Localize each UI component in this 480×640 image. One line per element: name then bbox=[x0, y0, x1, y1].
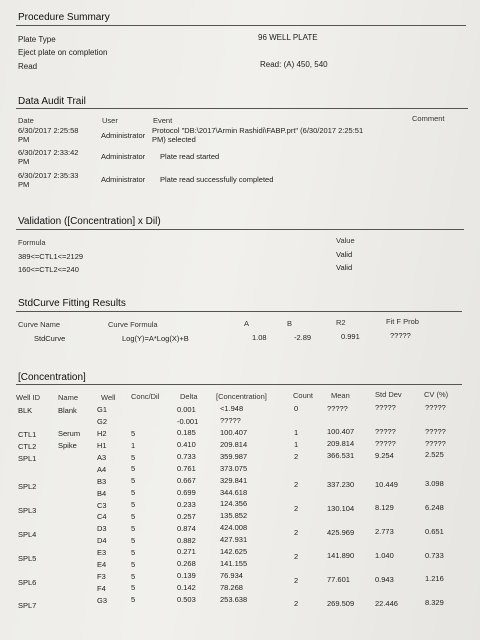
conc-cell-name: Blank bbox=[58, 405, 77, 415]
conc-cell-mean: ????? bbox=[327, 403, 348, 413]
conc-cell-well: H1 bbox=[97, 441, 107, 450]
validation-value-1: Valid bbox=[336, 250, 353, 259]
conc-cell-concentration: 424.008 bbox=[220, 523, 248, 533]
conc-header-concentration: [Concentration] bbox=[216, 392, 267, 401]
conc-cell-name: Serum bbox=[58, 429, 81, 439]
stdcurve-header-a: A bbox=[244, 319, 250, 328]
conc-cell-well: A4 bbox=[97, 464, 107, 474]
conc-header-well: Well bbox=[101, 393, 116, 402]
conc-cell-concentration: 78.268 bbox=[220, 582, 243, 592]
concentration-rule bbox=[16, 384, 462, 385]
conc-cell-name: Spike bbox=[58, 441, 77, 451]
conc-cell-conc: 5 bbox=[131, 571, 136, 581]
read-label: Read bbox=[18, 62, 38, 71]
conc-cell-well: G3 bbox=[97, 595, 108, 605]
conc-cell-conc: 5 bbox=[131, 464, 136, 474]
conc-cell-well: B3 bbox=[97, 476, 107, 486]
conc-cell-std: 8.129 bbox=[375, 503, 394, 513]
conc-cell-std: 22.446 bbox=[375, 598, 398, 608]
conc-cell-std: ????? bbox=[375, 438, 396, 448]
stdcurve-r2: 0.991 bbox=[341, 332, 360, 341]
conc-cell-concentration: <1.948 bbox=[220, 404, 244, 414]
conc-cell-std: ????? bbox=[375, 427, 396, 436]
conc-header-delta: Delta bbox=[180, 392, 198, 401]
conc-cell-conc: 5 bbox=[131, 583, 136, 593]
audit-event: Plate read successfully completed bbox=[160, 175, 274, 184]
conc-cell-mean: 141.890 bbox=[327, 551, 355, 561]
conc-cell-concentration: 142.625 bbox=[220, 547, 248, 557]
stdcurve-name: StdCurve bbox=[34, 334, 66, 343]
conc-cell-well: C4 bbox=[97, 512, 107, 522]
audit-header-user: User bbox=[102, 116, 118, 125]
conc-cell-delta: 0.268 bbox=[177, 559, 196, 569]
audit-trail-title: Data Audit Trail bbox=[18, 96, 86, 107]
conc-cell-delta: 0.257 bbox=[177, 511, 196, 521]
conc-cell-mean: 269.509 bbox=[327, 598, 355, 608]
conc-cell-count: 2 bbox=[294, 480, 299, 490]
conc-cell-well: B4 bbox=[97, 488, 107, 498]
read-value: Read: (A) 450, 540 bbox=[260, 60, 328, 69]
conc-cell-count: 2 bbox=[294, 551, 299, 561]
conc-cell-conc: 5 bbox=[131, 559, 136, 569]
conc-cell-cv: ????? bbox=[425, 438, 446, 448]
conc-cell-delta: 0.410 bbox=[177, 440, 196, 450]
procedure-summary-rule bbox=[16, 25, 466, 26]
stdcurve-fitf: ????? bbox=[390, 331, 411, 340]
conc-cell-cv: 6.248 bbox=[425, 503, 444, 513]
conc-cell-concentration: 135.852 bbox=[220, 511, 248, 521]
conc-cell-concentration: ????? bbox=[220, 416, 241, 426]
eject-label: Eject plate on completion bbox=[18, 48, 108, 57]
conc-cell-well: F4 bbox=[97, 583, 106, 593]
conc-cell-wellid: SPL3 bbox=[18, 506, 37, 516]
audit-date-pm: PM bbox=[18, 157, 30, 166]
audit-user: Administrator bbox=[101, 131, 146, 140]
audit-header-event: Event bbox=[153, 116, 173, 125]
conc-cell-wellid: SPL6 bbox=[18, 577, 37, 587]
conc-cell-conc: 5 bbox=[131, 512, 136, 522]
audit-event: Protocol "DB:\2017\Armin Rashidi\FABP.prt" (6/30/2017 2:25:51 bbox=[152, 126, 364, 135]
conc-cell-delta: 0.733 bbox=[177, 452, 196, 462]
conc-cell-mean: 100.407 bbox=[327, 427, 355, 437]
stdcurve-header-r2: R2 bbox=[336, 318, 346, 327]
conc-cell-mean: 209.814 bbox=[327, 439, 355, 449]
conc-cell-wellid: SPL5 bbox=[18, 553, 37, 563]
audit-user: Administrator bbox=[101, 175, 146, 184]
conc-cell-std: 1.040 bbox=[375, 551, 394, 560]
conc-cell-wellid: SPL7 bbox=[18, 601, 37, 611]
conc-cell-delta: 0.699 bbox=[177, 487, 196, 497]
conc-cell-std: 10.449 bbox=[375, 479, 398, 489]
conc-cell-concentration: 253.638 bbox=[220, 594, 248, 604]
audit-event-cont: PM) selected bbox=[152, 135, 196, 144]
conc-cell-well: D3 bbox=[97, 524, 107, 534]
conc-cell-delta: 0.874 bbox=[177, 523, 196, 533]
conc-cell-delta: 0.761 bbox=[177, 464, 196, 474]
conc-cell-well: D4 bbox=[97, 536, 107, 546]
conc-cell-concentration: 141.155 bbox=[220, 558, 248, 568]
conc-cell-count: 2 bbox=[294, 451, 299, 461]
audit-user: Administrator bbox=[101, 152, 146, 161]
plate-type-value: 96 WELL PLATE bbox=[258, 33, 318, 42]
conc-cell-count: 1 bbox=[294, 439, 299, 449]
stdcurve-title: StdCurve Fitting Results bbox=[18, 298, 126, 309]
conc-cell-well: C3 bbox=[97, 500, 107, 510]
validation-header-formula: Formula bbox=[18, 238, 46, 247]
conc-cell-delta: 0.001 bbox=[177, 404, 196, 414]
conc-cell-count: 2 bbox=[294, 504, 299, 514]
conc-header-mean: Mean bbox=[331, 391, 350, 400]
conc-header-cv: CV (%) bbox=[424, 390, 449, 399]
conc-cell-well: E3 bbox=[97, 548, 107, 558]
audit-header-date: Date bbox=[18, 116, 34, 125]
validation-formula-1: 389<=CTL1<=2129 bbox=[18, 252, 84, 261]
audit-event: Plate read started bbox=[160, 152, 220, 161]
audit-date: 6/30/2017 2:33:42 bbox=[18, 148, 79, 157]
conc-cell-well: G2 bbox=[97, 417, 108, 427]
stdcurve-b: -2.89 bbox=[294, 333, 312, 342]
conc-cell-cv: ????? bbox=[425, 402, 446, 412]
conc-cell-conc: 5 bbox=[131, 476, 136, 486]
conc-cell-well: A3 bbox=[97, 452, 107, 462]
conc-cell-well: H2 bbox=[97, 429, 107, 439]
stdcurve-rule bbox=[16, 311, 462, 312]
conc-header-count: Count bbox=[293, 391, 314, 400]
conc-cell-conc: 5 bbox=[131, 523, 136, 533]
conc-cell-delta: 0.667 bbox=[177, 476, 196, 485]
audit-date: 6/30/2017 2:25:58 bbox=[18, 126, 79, 135]
conc-cell-concentration: 76.934 bbox=[220, 570, 243, 580]
conc-cell-mean: 337.230 bbox=[327, 479, 355, 489]
conc-cell-mean: 130.104 bbox=[327, 503, 355, 513]
conc-cell-concentration: 124.356 bbox=[220, 499, 248, 509]
stdcurve-a: 1.08 bbox=[252, 333, 267, 342]
validation-value-2: Valid bbox=[336, 263, 353, 272]
conc-cell-cv: 8.329 bbox=[425, 598, 444, 608]
conc-cell-count: 2 bbox=[294, 599, 299, 609]
validation-formula-2: 160<=CTL2<=240 bbox=[18, 265, 79, 274]
conc-cell-concentration: 427.931 bbox=[220, 535, 248, 545]
procedure-summary-title: Procedure Summary bbox=[18, 12, 110, 23]
conc-cell-conc: 5 bbox=[131, 428, 136, 438]
conc-cell-std: ????? bbox=[375, 403, 396, 413]
conc-cell-conc: 5 bbox=[131, 452, 136, 462]
conc-cell-delta: -0.001 bbox=[177, 416, 199, 426]
conc-cell-std: 9.254 bbox=[375, 450, 394, 460]
audit-header-comment: Comment bbox=[412, 114, 445, 123]
conc-cell-concentration: 359.987 bbox=[220, 451, 248, 461]
conc-cell-delta: 0.882 bbox=[177, 535, 196, 545]
stdcurve-header-fitf: Fit F Prob bbox=[386, 317, 419, 326]
conc-cell-wellid: SPL1 bbox=[18, 453, 37, 463]
conc-cell-count: 1 bbox=[294, 427, 299, 437]
conc-cell-concentration: 344.618 bbox=[220, 487, 248, 497]
stdcurve-formula: Log(Y)=A*Log(X)+B bbox=[122, 334, 189, 343]
conc-header-wellid: Well ID bbox=[16, 393, 41, 402]
conc-cell-wellid: CTL1 bbox=[18, 429, 37, 439]
conc-header-name: Name bbox=[58, 393, 79, 402]
conc-cell-delta: 0.503 bbox=[177, 595, 196, 604]
conc-header-concdil: Conc/Dil bbox=[131, 392, 160, 401]
conc-cell-concentration: 373.075 bbox=[220, 463, 248, 473]
conc-cell-conc: 5 bbox=[131, 535, 136, 545]
stdcurve-header-b: B bbox=[287, 319, 293, 328]
conc-cell-concentration: 329.841 bbox=[220, 475, 248, 485]
conc-cell-conc: 5 bbox=[131, 547, 136, 557]
stdcurve-header-name: Curve Name bbox=[18, 320, 61, 329]
audit-date-pm: PM bbox=[18, 135, 30, 144]
conc-cell-conc: 5 bbox=[131, 500, 136, 510]
audit-date: 6/30/2017 2:35:33 bbox=[18, 171, 79, 180]
conc-cell-count: 0 bbox=[294, 403, 299, 413]
validation-rule bbox=[16, 229, 464, 230]
conc-cell-delta: 0.185 bbox=[177, 428, 196, 438]
conc-cell-mean: 366.531 bbox=[327, 451, 355, 461]
conc-cell-conc: 1 bbox=[131, 440, 136, 450]
conc-cell-delta: 0.142 bbox=[177, 583, 196, 593]
conc-cell-cv: 1.216 bbox=[425, 574, 444, 584]
conc-cell-delta: 0.139 bbox=[177, 571, 196, 581]
conc-cell-delta: 0.233 bbox=[177, 499, 196, 509]
conc-cell-well: F3 bbox=[97, 571, 106, 581]
audit-date-pm: PM bbox=[18, 180, 30, 189]
conc-header-stddev: Std Dev bbox=[375, 390, 402, 399]
conc-cell-concentration: 100.407 bbox=[220, 428, 248, 438]
conc-cell-cv: 2.525 bbox=[425, 450, 444, 460]
validation-header-value: Value bbox=[336, 236, 355, 245]
conc-cell-wellid: BLK bbox=[18, 406, 33, 415]
conc-cell-mean: 77.601 bbox=[327, 575, 350, 585]
conc-cell-count: 2 bbox=[294, 527, 299, 537]
conc-cell-wellid: SPL2 bbox=[18, 482, 37, 492]
plate-type-label: Plate Type bbox=[18, 35, 56, 44]
conc-cell-conc: 5 bbox=[131, 595, 136, 605]
conc-cell-delta: 0.271 bbox=[177, 547, 196, 557]
stdcurve-header-formula: Curve Formula bbox=[108, 320, 158, 329]
conc-cell-std: 2.773 bbox=[375, 527, 394, 537]
conc-cell-well: E4 bbox=[97, 560, 107, 569]
conc-cell-well: G1 bbox=[97, 405, 108, 415]
conc-cell-wellid: CTL2 bbox=[18, 441, 37, 451]
conc-cell-conc: 5 bbox=[131, 488, 136, 498]
conc-cell-mean: 425.969 bbox=[327, 527, 355, 537]
audit-trail-rule bbox=[16, 108, 468, 109]
conc-cell-cv: 0.733 bbox=[425, 550, 444, 560]
concentration-title: [Concentration] bbox=[18, 372, 86, 383]
validation-title: Validation ([Concentration] x Dil) bbox=[18, 216, 161, 227]
conc-cell-std: 0.943 bbox=[375, 574, 394, 584]
conc-cell-cv: 0.651 bbox=[425, 526, 444, 536]
conc-cell-cv: 3.098 bbox=[425, 479, 444, 489]
conc-cell-concentration: 209.814 bbox=[220, 439, 248, 449]
conc-cell-wellid: SPL4 bbox=[18, 530, 37, 539]
conc-cell-count: 2 bbox=[294, 575, 299, 585]
conc-cell-cv: ????? bbox=[425, 426, 446, 436]
